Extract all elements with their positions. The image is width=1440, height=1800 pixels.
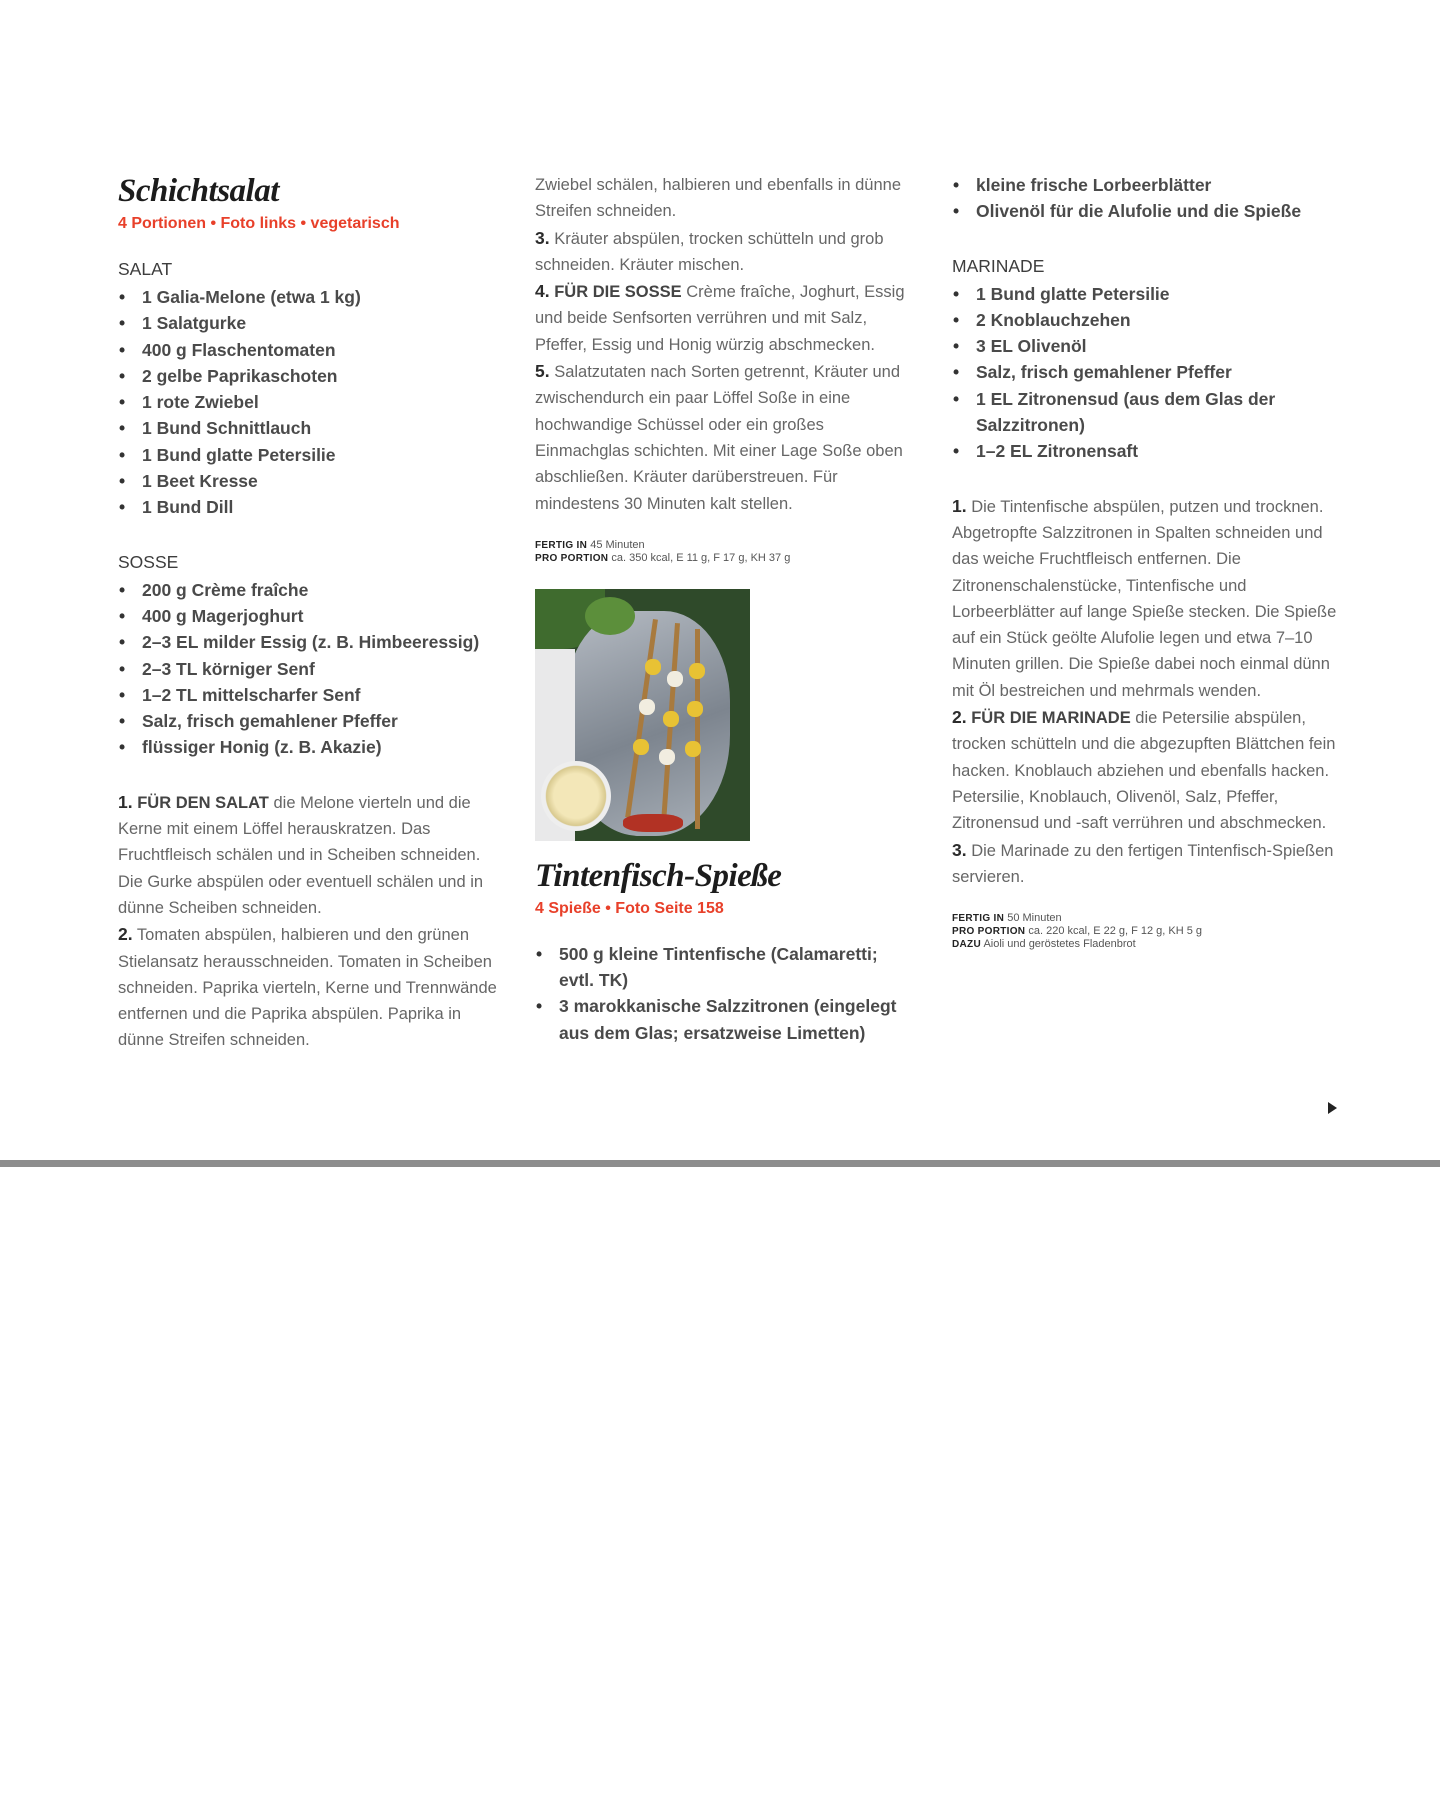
info-label: PRO PORTION (952, 926, 1026, 938)
skewer-piece (659, 749, 675, 765)
step-5 (535, 358, 915, 517)
ingredient-item: • 1 EL Zitronensud (aus dem Glas der Salzzitronen) (952, 386, 1342, 439)
step-2 (118, 921, 508, 1053)
herb-leaf (585, 597, 635, 635)
ingredient-item: • kleine frische Lorbeerblätter (952, 172, 1342, 198)
ingredient-item: • Salz, frisch gemahlener Pfeffer (952, 359, 1342, 385)
step-4 (535, 278, 915, 358)
step-number: 2. (118, 924, 133, 945)
recipe-subtitle: 4 Portionen • Foto links • vegetarisch (118, 215, 400, 232)
ingredient-item: • 2 Knoblauchzehen (952, 307, 1342, 333)
page-bottom-edge (0, 1160, 1440, 1167)
step-3 (952, 837, 1342, 891)
step-text: Kräuter abspülen, trocken schütteln und grob schneiden. Kräuter mischen. (535, 229, 884, 274)
step-2 (952, 704, 1342, 836)
ingredient-list-marinade (952, 281, 1342, 465)
step-1 (952, 493, 1342, 704)
skewer-piece (687, 701, 703, 717)
step-text: die Melone vierteln und die Kerne mit einem Löffel herauskratzen. Das Fruchtfleisch schälen und in Scheiben schneiden. Die Gurke abspülen oder eventuell schälen und in dünne Scheiben schneiden. (118, 793, 484, 917)
section-heading-sosse: SOSSE (118, 551, 179, 572)
step-text: die Petersilie abspülen, trocken schütteln und die abgezupften Blättchen fein hacken. Knoblauch abziehen und ebenfalls hacken. Petersilie, Knoblauch, Olivenöl, Salz, Pfeffer, Zitronensud und -saft verrühren und abschmecken. (952, 709, 1336, 833)
triangle-right-icon (1328, 1102, 1337, 1114)
step-number: 4. (535, 281, 550, 302)
step-text: Tomaten abspülen, halbieren und den grünen Stielansatz herausschneiden. Tomaten in Scheiben schneiden. Paprika vierteln, Kerne und Trennwände entfernen und die Paprika abspülen. Paprika in dünne Streifen schneiden. (118, 926, 497, 1050)
ingredient-item: • 1–2 EL Zitronensaft (952, 438, 1342, 464)
info-value: 50 Minuten (1007, 912, 1062, 925)
ingredient-item: • 1 Galia-Melone (etwa 1 kg) (118, 284, 508, 310)
ingredient-item: • 500 g kleine Tintenfische (Calamaretti; evtl. TK) (535, 941, 915, 994)
ingredient-item: • 1 Bund glatte Petersilie (952, 281, 1342, 307)
ingredient-list-salat (118, 284, 508, 521)
ingredient-list-tintenfisch-cont (952, 172, 1342, 225)
step-number: 3. (535, 227, 550, 248)
skewer-piece (685, 741, 701, 757)
step-number: 3. (952, 839, 967, 860)
instructions-part-2 (535, 172, 915, 517)
step-text: Die Tintenfische abspülen, putzen und trocknen. Abgetropfte Salzzitronen in Spalten schneiden und das weiche Fruchtfleisch entfernen. Die Zitronenschalenstücke, Tintenfische und Lorbeerblätter auf lange Spieße stecken. Die Spieße auf ein Stück geölte Alufolie legen und etwa 7–10 Minuten grillen. Die Spieße dabei noch einmal dünn mit Öl bestreichen und mehrmals wenden. (952, 497, 1337, 700)
info-value: Aioli und geröstetes Fladenbrot (983, 938, 1136, 951)
skewer-piece (689, 663, 705, 679)
step-text: Crème fraîche, Joghurt, Essig und beide Senfsorten verrühren und mit Salz, Pfeffer, Essig und Honig würzig abschmecken. (535, 283, 905, 354)
step-3 (535, 225, 915, 279)
column-3 (952, 172, 1342, 951)
ingredient-item: • Salz, frisch gemahlener Pfeffer (118, 708, 508, 734)
ingredient-list-sosse (118, 577, 508, 761)
step-keyword: FÜR DIE MARINADE (971, 709, 1131, 728)
ingredient-item: • 1–2 TL mittelscharfer Senf (118, 682, 508, 708)
skewer-piece (639, 699, 655, 715)
instructions-tintenfisch (952, 493, 1342, 890)
instructions-part-1 (118, 789, 508, 1054)
info-label: DAZU (952, 939, 981, 951)
ingredient-item: • 400 g Flaschentomaten (118, 337, 508, 363)
step-number: 1. (952, 495, 967, 516)
skewer-piece (633, 739, 649, 755)
recipe-subtitle: 4 Spieße • Foto Seite 158 (535, 899, 724, 917)
info-label: PRO PORTION (535, 552, 609, 564)
section-heading-marinade: MARINADE (952, 255, 1045, 276)
recipe-title-tintenfisch: Tintenfisch-Spieße (535, 857, 782, 894)
ingredient-item: • 1 Salatgurke (118, 310, 508, 336)
ingredient-item: • 1 Beet Kresse (118, 468, 508, 494)
dip-bowl (541, 761, 611, 831)
ingredient-item: • 1 Bund Schnittlauch (118, 415, 508, 441)
info-label: FERTIG IN (535, 539, 588, 551)
info-value: ca. 220 kcal, E 22 g, F 12 g, KH 5 g (1028, 925, 1203, 938)
column-2 (535, 172, 915, 1074)
ingredient-item: • 200 g Crème fraîche (118, 577, 508, 603)
squid-skewers-photo (535, 589, 750, 841)
ingredient-item: • 2–3 TL körniger Senf (118, 656, 508, 682)
ingredient-item: • 2 gelbe Paprikaschoten (118, 363, 508, 389)
info-value: 45 Minuten (590, 538, 645, 551)
step-number: 2. (952, 707, 967, 728)
step-number: 5. (535, 361, 550, 382)
recipe-info-tintenfisch (952, 912, 1342, 951)
skewer-piece (645, 659, 661, 675)
ingredient-item: • Olivenöl für die Alufolie und die Spieße (952, 198, 1342, 224)
step-number: 1. (118, 791, 133, 812)
info-label: FERTIG IN (952, 913, 1005, 925)
red-garnish (623, 814, 683, 832)
skewer-piece (663, 711, 679, 727)
ingredient-item: • 2–3 EL milder Essig (z. B. Himbeeressig) (118, 629, 508, 655)
step-text: Salatzutaten nach Sorten getrennt, Kräuter und zwischendurch ein paar Löffel Soße in eine hochwandige Schüssel oder ein großes Einmachglas schichten. Mit einer Lage Soße oben abschließen. Kräuter darüberstreuen. Für mindestens 30 Minuten kalt stellen. (535, 363, 903, 513)
step-text: Die Marinade zu den fertigen Tintenfisch-Spießen servieren. (952, 841, 1334, 886)
skewer (695, 629, 700, 829)
ingredient-item: • flüssiger Honig (z. B. Akazie) (118, 734, 508, 760)
ingredient-list-tintenfisch (535, 941, 915, 1046)
ingredient-item: • 1 Bund glatte Petersilie (118, 442, 508, 468)
ingredient-item: • 400 g Magerjoghurt (118, 603, 508, 629)
section-heading-salat: SALAT (118, 259, 173, 279)
recipe-info-schichtsalat (535, 539, 915, 565)
step-2-continued: Zwiebel schälen, halbieren und ebenfalls in dünne Streifen schneiden. (535, 176, 902, 221)
skewer-piece (667, 671, 683, 687)
step-keyword: FÜR DIE SOSSE (554, 283, 682, 302)
ingredient-item: • 3 marokkanische Salzzitronen (eingelegt aus dem Glas; ersatzweise Limetten) (535, 993, 915, 1046)
step-1 (118, 789, 508, 921)
recipe-title-schichtsalat: Schichtsalat (118, 173, 279, 209)
ingredient-item: • 1 Bund Dill (118, 494, 508, 520)
info-value: ca. 350 kcal, E 11 g, F 17 g, KH 37 g (611, 551, 791, 564)
column-1 (118, 172, 508, 1054)
ingredient-item: • 1 rote Zwiebel (118, 389, 508, 415)
step-keyword: FÜR DEN SALAT (137, 793, 269, 812)
ingredient-item: • 3 EL Olivenöl (952, 333, 1342, 359)
